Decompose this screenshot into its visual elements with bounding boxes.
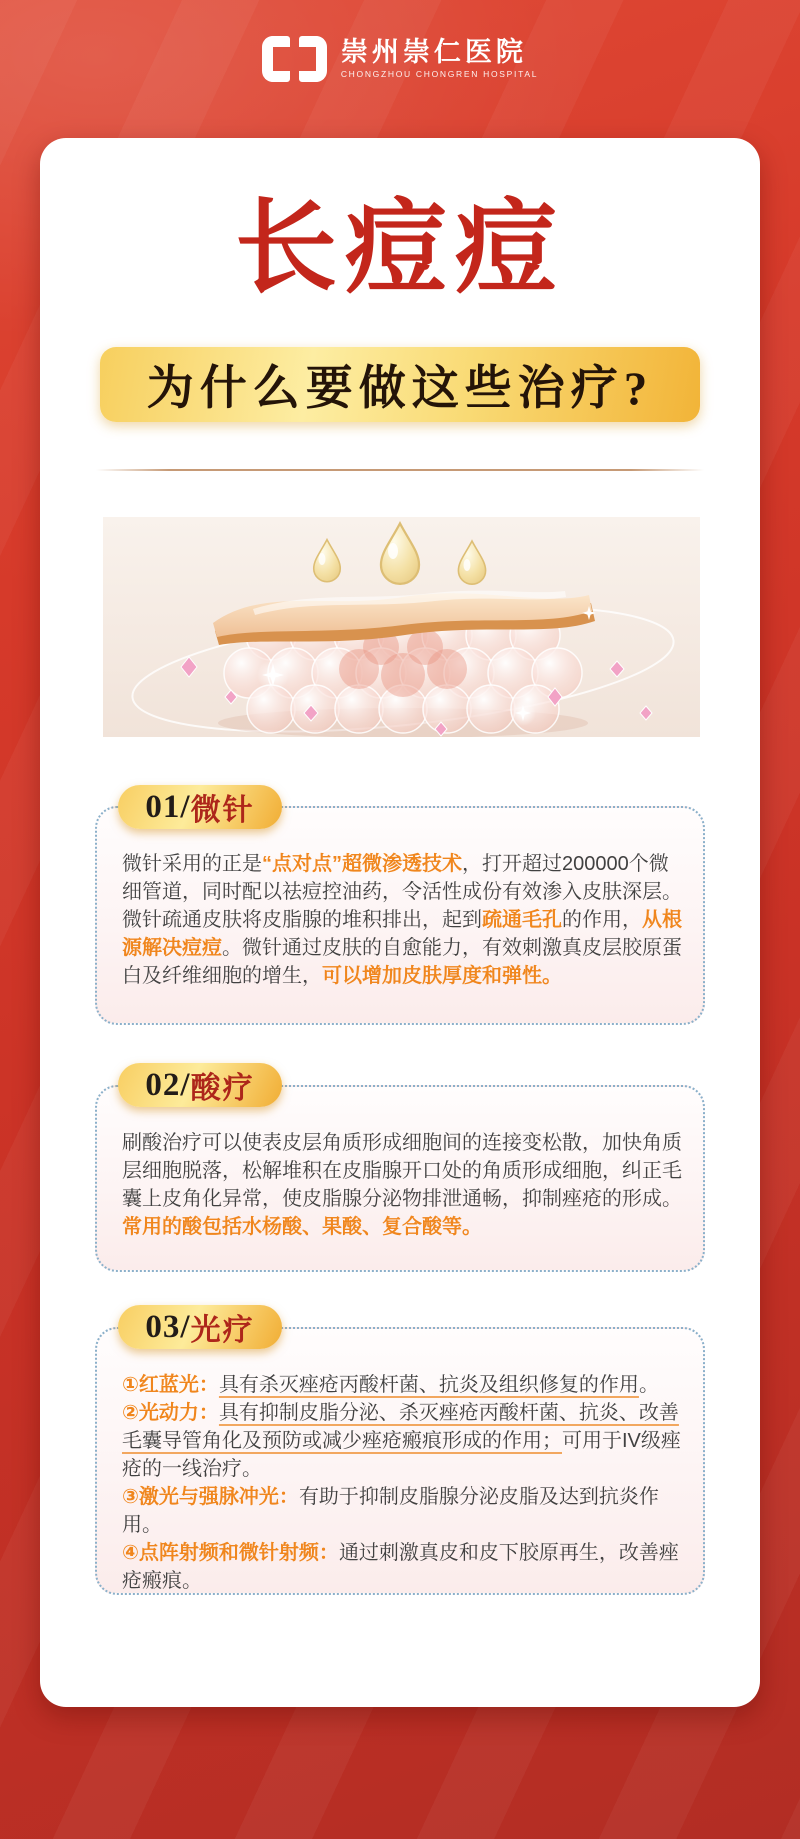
section-02-box [95, 1085, 705, 1272]
logo-bracket-right-icon [299, 36, 327, 82]
divider-line [96, 469, 704, 471]
section-01-badge [118, 785, 282, 829]
hospital-logo-icon [262, 36, 327, 82]
hospital-name-en: CHONGZHOU CHONGREN HOSPITAL [340, 69, 539, 80]
subtitle-banner [100, 347, 700, 422]
section-03-paragraph: ①红蓝光：具有杀灭痤疮丙酸杆菌、抗炎及组织修复的作用。 ②光动力：具有抑制皮脂分泌、杀灭痤疮丙酸杆菌、抗炎、改善毛囊导管角化及预防或减少痤疮瘢痕形成的作用；可用于IV级痤疮的一线治疗。 ③激光与强脉冲光：有助于抑制皮脂腺分泌皮脂及达到抗炎作用。 ④点阵射频和微针射频：通过刺激真皮和皮下胶原再生，改善痤疮瘢痕。 [122, 1374, 681, 1592]
section-01-number: 01/ [145, 788, 191, 825]
section-01-box [95, 806, 705, 1025]
section-02-badge [118, 1063, 282, 1107]
section-02-paragraph: 刷酸治疗可以使表皮层角质形成细胞间的连接变松散，加快角质层细胞脱落，松解堆积在皮脂腺开口处的角质形成细胞，纠正毛囊上皮角化异常，使皮脂腺分泌物排泄通畅，抑制痤疮的形成。常用的酸包括水杨酸、果酸、复合酸等。 [122, 1132, 682, 1238]
section-02-number: 02/ [145, 1066, 191, 1103]
section-01-name: 微针 [190, 794, 255, 827]
section-03-box [95, 1327, 705, 1595]
hospital-name-cn: 崇州崇仁医院 [340, 37, 527, 68]
page-title: 长痘痘 [235, 193, 565, 306]
hospital-logo [0, 36, 800, 82]
skin-illustration [103, 517, 700, 737]
section-03-badge [118, 1305, 282, 1349]
section-03-name: 光疗 [190, 1314, 255, 1347]
logo-bracket-left-icon [262, 36, 290, 82]
subtitle-text: 为什么要做这些治疗? [146, 363, 654, 415]
hospital-name [341, 39, 538, 79]
section-01-paragraph: 微针采用的正是“点对点”超微渗透技术，打开超过200000个微细管道，同时配以祛痘控油药，令活性成份有效渗入皮肤深层。微针疏通皮肤将皮脂腺的堆积排出，起到疏通毛孔的作用，从根源解决痘痘。微针通过皮肤的自愈能力，有效刺激真皮层胶原蛋白及纤维细胞的增生，可以增加皮肤厚度和弹性。 [122, 853, 682, 987]
content-card [40, 138, 760, 1707]
section-02-name: 酸疗 [190, 1072, 255, 1105]
section-03-number: 03/ [145, 1308, 191, 1345]
